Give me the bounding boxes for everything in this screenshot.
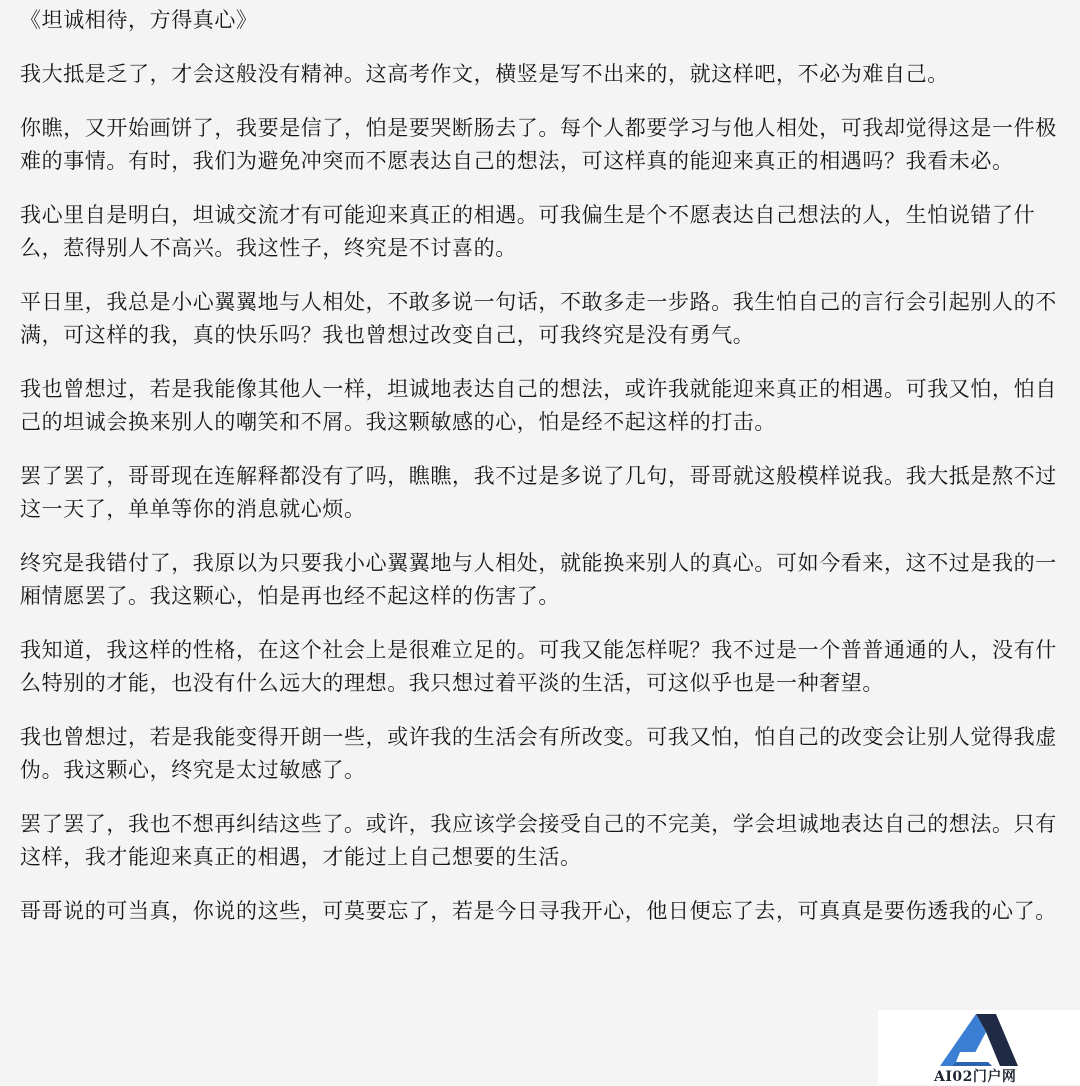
paragraph-3: 我心里自是明白，坦诚交流才有可能迎来真正的相遇。可我偏生是个不愿表达自己想法的人，生怕说错了什么，惹得别人不高兴。我这性子，终究是不讨喜的。 xyxy=(20,203,1036,260)
watermark-text: AI02门户网 xyxy=(934,1069,1017,1085)
watermark xyxy=(878,1010,1080,1085)
paragraph-2: 你瞧，又开始画饼了，我要是信了，怕是要哭断肠去了。每个人都要学习与他人相处，可我却觉得这是一件极难的事情。有时，我们为避免冲突而不愿表达自己的想法，可这样真的能迎来真正的相遇吗？我看未必。 xyxy=(20,116,1057,173)
paragraph-7: 终究是我错付了，我原以为只要我小心翼翼地与人相处，就能换来别人的真心。可如今看来，这不过是我的一厢情愿罢了。我这颗心，怕是再也经不起这样的伤害了。 xyxy=(20,551,1057,608)
paragraph-1: 我大抵是乏了，才会这般没有精神。这高考作文，横竖是写不出来的，就这样吧，不必为难自己。 xyxy=(20,62,949,86)
paragraph-8: 我知道，我这样的性格，在这个社会上是很难立足的。可我又能怎样呢？我不过是一个普普通通的人，没有什么特别的才能，也没有什么远大的理想。我只想过着平淡的生活，可这似乎也是一种奢望。 xyxy=(20,638,1057,695)
document-body xyxy=(20,4,1072,949)
paragraph-10: 罢了罢了，我也不想再纠结这些了。或许，我应该学会接受自己的不完美，学会坦诚地表达自己的想法。只有这样，我才能迎来真正的相遇，才能过上自己想要的生活。 xyxy=(20,812,1057,869)
paragraph-9: 我也曾想过，若是我能变得开朗一些，或许我的生活会有所改变。可我又怕，怕自己的改变会让别人觉得我虚伪。我这颗心，终究是太过敏感了。 xyxy=(20,725,1057,782)
essay-title: 《坦诚相待，方得真心》 xyxy=(20,8,258,32)
paragraph-4: 平日里，我总是小心翼翼地与人相处，不敢多说一句话，不敢多走一步路。我生怕自己的言行会引起别人的不满，可这样的我，真的快乐吗？我也曾想过改变自己，可我终究是没有勇气。 xyxy=(20,290,1057,347)
paragraph-11: 哥哥说的可当真，你说的这些，可莫要忘了，若是今日寻我开心，他日便忘了去，可真真是要伤透我的心了。 xyxy=(20,899,1057,923)
watermark-logo-icon xyxy=(938,1012,1020,1068)
paragraph-6: 罢了罢了，哥哥现在连解释都没有了吗，瞧瞧，我不过是多说了几句，哥哥就这般模样说我。我大抵是熬不过这一天了，单单等你的消息就心烦。 xyxy=(20,464,1057,521)
paragraph-5: 我也曾想过，若是我能像其他人一样，坦诚地表达自己的想法，或许我就能迎来真正的相遇。可我又怕，怕自己的坦诚会换来别人的嘲笑和不屑。我这颗敏感的心，怕是经不起这样的打击。 xyxy=(20,377,1057,434)
